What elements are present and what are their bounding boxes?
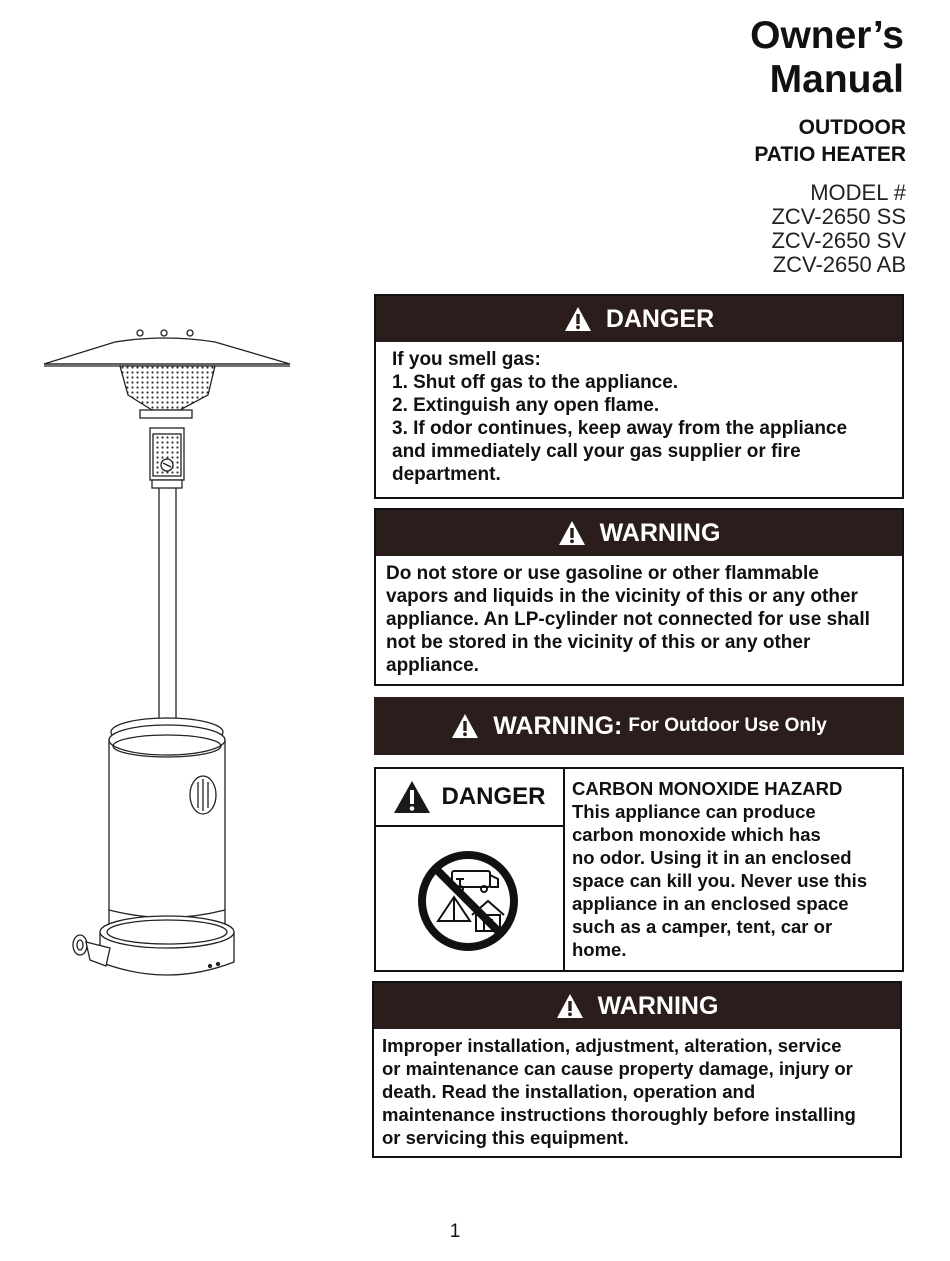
- warning-banner: [374, 983, 900, 1029]
- text-line: or servicing this equipment.: [382, 1127, 629, 1148]
- warning-flammable-text: [376, 556, 902, 677]
- text-line: Improper installation, adjustment, alteration, service: [382, 1035, 842, 1056]
- warning-triangle-icon: [393, 780, 431, 814]
- warning-heading: WARNING: [597, 991, 719, 1020]
- danger-gas-text: [376, 342, 902, 486]
- warning-triangle-icon: [564, 306, 592, 332]
- text-line: maintenance instructions thoroughly before installing: [382, 1104, 856, 1125]
- warning-installation-notice: [372, 981, 902, 1158]
- title-line: Owner’s: [750, 14, 904, 57]
- product-name: [506, 114, 906, 168]
- text-line: appliance in an enclosed space: [572, 893, 849, 914]
- outdoor-use-text: For Outdoor Use Only: [628, 715, 827, 736]
- model-label: MODEL #: [810, 180, 906, 205]
- warning-heading: WARNING: [599, 518, 721, 547]
- text-line: no odor. Using it in an enclosed: [572, 847, 852, 868]
- text-line: or maintenance can cause property damage, injury or: [382, 1058, 853, 1079]
- text-line: 2. Extinguish any open flame.: [392, 395, 660, 416]
- warning-banner: [374, 697, 904, 755]
- text-line: appliance. An LP-cylinder not connected for use shall: [386, 609, 870, 630]
- page-number: 1: [449, 1221, 461, 1242]
- co-danger-panel: [376, 769, 565, 970]
- text-line: vapors and liquids in the vicinity of this or any other: [386, 586, 858, 607]
- warning-triangle-icon: [558, 520, 586, 546]
- model-number: ZCV-2650 SV: [771, 228, 906, 253]
- text-line: Do not store or use gasoline or other flammable: [386, 563, 819, 584]
- text-line: CARBON MONOXIDE HAZARD: [572, 778, 843, 799]
- model-number: ZCV-2650 SS: [771, 204, 906, 229]
- text-line: If you smell gas:: [392, 349, 541, 370]
- warning-banner: [376, 510, 902, 556]
- text-line: home.: [572, 939, 627, 960]
- warning-triangle-icon: [556, 993, 584, 1019]
- warning-installation-text: [374, 1029, 900, 1149]
- danger-gas-notice: [374, 294, 904, 499]
- text-line: space can kill you. Never use this: [572, 870, 868, 891]
- text-line: appliance.: [386, 655, 479, 676]
- model-list: [506, 181, 906, 277]
- warning-triangle-icon: [451, 713, 479, 739]
- model-number: ZCV-2650 AB: [772, 252, 906, 277]
- text-line: 1. Shut off gas to the appliance.: [392, 372, 679, 393]
- danger-banner: [376, 296, 902, 342]
- co-danger-header: [376, 769, 563, 827]
- product-line: PATIO HEATER: [754, 143, 906, 166]
- manual-title: [504, 14, 904, 102]
- warning-heading: WARNING:: [493, 711, 623, 740]
- text-line: not be stored in the vicinity of this or any other: [386, 632, 811, 653]
- warning-flammable-notice: [374, 508, 904, 686]
- co-danger-heading: DANGER: [441, 783, 546, 810]
- product-line: OUTDOOR: [798, 116, 906, 139]
- danger-heading: DANGER: [605, 304, 715, 333]
- text-line: such as a camper, tent, car or: [572, 916, 833, 937]
- text-line: This appliance can produce: [572, 801, 816, 822]
- patio-heater-illustration: [40, 320, 300, 990]
- text-line: 3. If odor continues, keep away from the appliance: [392, 418, 848, 439]
- danger-carbon-monoxide-notice: [374, 767, 904, 972]
- text-line: carbon monoxide which has: [572, 824, 821, 845]
- text-line: department.: [392, 464, 501, 485]
- no-enclosed-space-icon: [416, 849, 520, 953]
- warning-outdoor-notice: [374, 697, 904, 755]
- title-line: Manual: [769, 58, 904, 101]
- text-line: death. Read the installation, operation and: [382, 1081, 756, 1102]
- text-line: and immediately call your gas supplier or fire: [392, 441, 801, 462]
- co-danger-text: [572, 777, 902, 961]
- co-danger-text-panel: [572, 777, 902, 961]
